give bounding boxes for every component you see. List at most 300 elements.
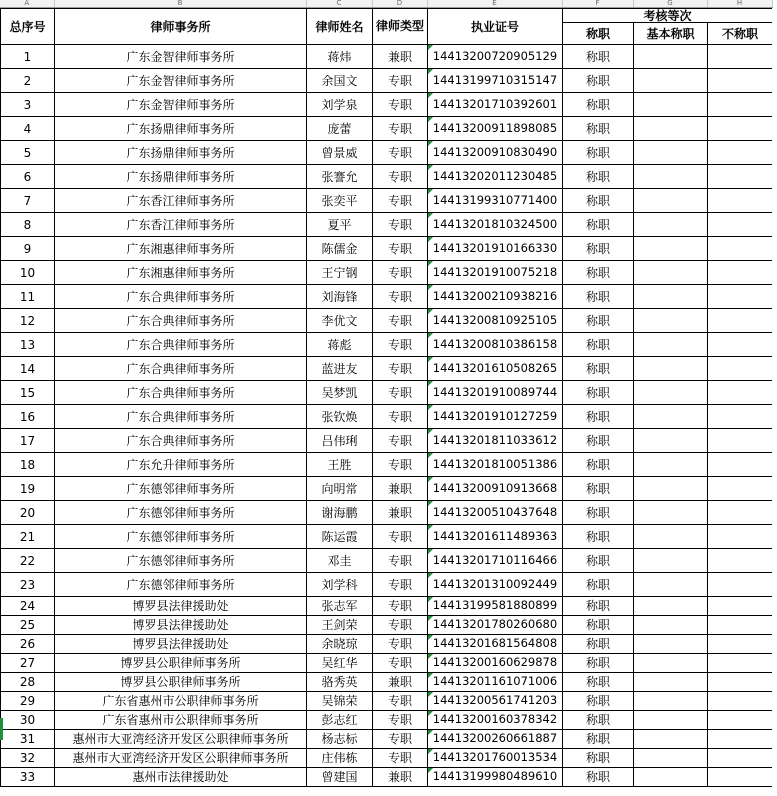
cell-grade-pass[interactable]: 称职 bbox=[563, 749, 634, 768]
column-letter-g[interactable]: G bbox=[633, 0, 707, 8]
cell-firm[interactable]: 广东香江律师事务所 bbox=[55, 189, 307, 213]
cell-firm[interactable]: 博罗县法律援助处 bbox=[55, 597, 307, 616]
cell-grade-fail[interactable] bbox=[708, 261, 773, 285]
cell-total-no[interactable]: 29 bbox=[1, 692, 55, 711]
cell-total-no[interactable]: 16 bbox=[1, 405, 55, 429]
table-row bbox=[1, 549, 773, 573]
header-grade-basic[interactable]: 基本称职 bbox=[634, 23, 708, 45]
cell-grade-fail[interactable] bbox=[708, 501, 773, 525]
cell-total-no[interactable]: 31 bbox=[1, 730, 55, 749]
cell-lawyer-type[interactable]: 兼职 bbox=[373, 477, 428, 501]
column-letter-c[interactable]: C bbox=[306, 0, 372, 8]
header-lawyer-name[interactable]: 律师姓名 bbox=[307, 9, 373, 45]
cell-lawyer-name[interactable]: 吕伟琍 bbox=[307, 429, 373, 453]
header-lawyer-type[interactable]: 律师类型 bbox=[373, 9, 428, 45]
cell-total-no[interactable]: 2 bbox=[1, 69, 55, 93]
cell-lawyer-type[interactable]: 专职 bbox=[373, 285, 428, 309]
cell-lawyer-name[interactable]: 张志军 bbox=[307, 597, 373, 616]
cell-license-no[interactable]: 14413201610508265 bbox=[428, 357, 563, 381]
cell-grade-basic[interactable] bbox=[634, 573, 708, 597]
cell-grade-fail[interactable] bbox=[708, 573, 773, 597]
cell-grade-fail[interactable] bbox=[708, 357, 773, 381]
cell-lawyer-name[interactable]: 彭志红 bbox=[307, 711, 373, 730]
cell-total-no[interactable]: 19 bbox=[1, 477, 55, 501]
column-letter-h[interactable]: H bbox=[707, 0, 772, 8]
cell-grade-fail[interactable] bbox=[708, 692, 773, 711]
cell-lawyer-name[interactable]: 向明常 bbox=[307, 477, 373, 501]
header-firm[interactable]: 律师事务所 bbox=[55, 9, 307, 45]
cell-license-no[interactable]: 14413200910830490 bbox=[428, 141, 563, 165]
cell-grade-basic[interactable] bbox=[634, 692, 708, 711]
cell-license-no[interactable]: 14413199581880899 bbox=[428, 597, 563, 616]
cell-grade-basic[interactable] bbox=[634, 309, 708, 333]
cell-license-no[interactable]: 14413200160629878 bbox=[428, 654, 563, 673]
cell-firm[interactable]: 广东香江律师事务所 bbox=[55, 213, 307, 237]
cell-grade-basic[interactable] bbox=[634, 501, 708, 525]
cell-license-no[interactable]: 14413201810051386 bbox=[428, 453, 563, 477]
cell-grade-fail[interactable] bbox=[708, 525, 773, 549]
cell-lawyer-name[interactable]: 谢海鹏 bbox=[307, 501, 373, 525]
cell-lawyer-type[interactable]: 专职 bbox=[373, 213, 428, 237]
cell-lawyer-name[interactable]: 曾景威 bbox=[307, 141, 373, 165]
cell-grade-basic[interactable] bbox=[634, 117, 708, 141]
cell-lawyer-type[interactable]: 专职 bbox=[373, 93, 428, 117]
cell-firm[interactable]: 广东德邻律师事务所 bbox=[55, 477, 307, 501]
cell-lawyer-type[interactable]: 专职 bbox=[373, 597, 428, 616]
cell-grade-pass[interactable]: 称职 bbox=[563, 357, 634, 381]
cell-grade-pass[interactable]: 称职 bbox=[563, 692, 634, 711]
cell-grade-pass[interactable]: 称职 bbox=[563, 309, 634, 333]
cell-total-no[interactable]: 20 bbox=[1, 501, 55, 525]
cell-license-no[interactable]: 14413199710315147 bbox=[428, 69, 563, 93]
cell-lawyer-type[interactable]: 专职 bbox=[373, 453, 428, 477]
cell-grade-pass[interactable]: 称职 bbox=[563, 711, 634, 730]
cell-total-no[interactable]: 24 bbox=[1, 597, 55, 616]
cell-total-no[interactable]: 25 bbox=[1, 616, 55, 635]
cell-lawyer-type[interactable]: 专职 bbox=[373, 333, 428, 357]
cell-grade-fail[interactable] bbox=[708, 749, 773, 768]
cell-lawyer-name[interactable]: 蓝进友 bbox=[307, 357, 373, 381]
cell-grade-basic[interactable] bbox=[634, 213, 708, 237]
cell-lawyer-name[interactable]: 张奕平 bbox=[307, 189, 373, 213]
cell-license-no[interactable]: 14413201611489363 bbox=[428, 525, 563, 549]
cell-license-no[interactable]: 14413201910089744 bbox=[428, 381, 563, 405]
cell-license-no[interactable]: 14413199980489610 bbox=[428, 768, 563, 787]
cell-lawyer-type[interactable]: 专职 bbox=[373, 730, 428, 749]
cell-grade-basic[interactable] bbox=[634, 635, 708, 654]
cell-lawyer-name[interactable]: 张謇允 bbox=[307, 165, 373, 189]
cell-firm[interactable]: 广东合典律师事务所 bbox=[55, 381, 307, 405]
cell-lawyer-name[interactable]: 杨志标 bbox=[307, 730, 373, 749]
cell-grade-basic[interactable] bbox=[634, 165, 708, 189]
cell-lawyer-type[interactable]: 专职 bbox=[373, 69, 428, 93]
cell-license-no[interactable]: 14413200910913668 bbox=[428, 477, 563, 501]
cell-grade-fail[interactable] bbox=[708, 69, 773, 93]
cell-firm[interactable]: 博罗县法律援助处 bbox=[55, 616, 307, 635]
cell-lawyer-type[interactable]: 专职 bbox=[373, 654, 428, 673]
cell-firm[interactable]: 广东允升律师事务所 bbox=[55, 453, 307, 477]
cell-grade-fail[interactable] bbox=[708, 189, 773, 213]
table-row bbox=[1, 381, 773, 405]
cell-firm[interactable]: 惠州市大亚湾经济开发区公职律师事务所 bbox=[55, 730, 307, 749]
cell-grade-basic[interactable] bbox=[634, 357, 708, 381]
cell-firm[interactable]: 广东合典律师事务所 bbox=[55, 285, 307, 309]
cell-firm[interactable]: 广东湘惠律师事务所 bbox=[55, 237, 307, 261]
cell-grade-basic[interactable] bbox=[634, 654, 708, 673]
cell-grade-fail[interactable] bbox=[708, 45, 773, 69]
cell-grade-fail[interactable] bbox=[708, 597, 773, 616]
cell-grade-pass[interactable]: 称职 bbox=[563, 477, 634, 501]
cell-grade-pass[interactable]: 称职 bbox=[563, 549, 634, 573]
cell-firm[interactable]: 广东德邻律师事务所 bbox=[55, 573, 307, 597]
cell-grade-basic[interactable] bbox=[634, 711, 708, 730]
cell-firm[interactable]: 广东合典律师事务所 bbox=[55, 333, 307, 357]
cell-total-no[interactable]: 27 bbox=[1, 654, 55, 673]
cell-grade-fail[interactable] bbox=[708, 309, 773, 333]
cell-lawyer-type[interactable]: 兼职 bbox=[373, 673, 428, 692]
cell-lawyer-type[interactable]: 专职 bbox=[373, 405, 428, 429]
cell-lawyer-type[interactable]: 专职 bbox=[373, 261, 428, 285]
cell-grade-basic[interactable] bbox=[634, 405, 708, 429]
cell-firm[interactable]: 博罗县公职律师事务所 bbox=[55, 654, 307, 673]
cell-grade-pass[interactable]: 称职 bbox=[563, 189, 634, 213]
cell-grade-fail[interactable] bbox=[708, 768, 773, 787]
cell-license-no[interactable]: 14413201760013534 bbox=[428, 749, 563, 768]
cell-lawyer-type[interactable]: 兼职 bbox=[373, 768, 428, 787]
cell-grade-pass[interactable]: 称职 bbox=[563, 768, 634, 787]
column-letter-a[interactable]: A bbox=[0, 0, 54, 8]
cell-lawyer-type[interactable]: 兼职 bbox=[373, 45, 428, 69]
cell-firm[interactable]: 广东金智律师事务所 bbox=[55, 69, 307, 93]
column-letter-f[interactable]: F bbox=[562, 0, 633, 8]
cell-grade-basic[interactable] bbox=[634, 749, 708, 768]
cell-grade-fail[interactable] bbox=[708, 616, 773, 635]
cell-total-no[interactable]: 26 bbox=[1, 635, 55, 654]
cell-grade-basic[interactable] bbox=[634, 237, 708, 261]
cell-license-no[interactable]: 14413201710116466 bbox=[428, 549, 563, 573]
cell-total-no[interactable]: 4 bbox=[1, 117, 55, 141]
cell-lawyer-type[interactable]: 专职 bbox=[373, 165, 428, 189]
table-row bbox=[1, 525, 773, 549]
cell-firm[interactable]: 广东德邻律师事务所 bbox=[55, 525, 307, 549]
cell-lawyer-type[interactable]: 专职 bbox=[373, 749, 428, 768]
cell-lawyer-type[interactable]: 专职 bbox=[373, 711, 428, 730]
cell-grade-fail[interactable] bbox=[708, 654, 773, 673]
cell-grade-fail[interactable] bbox=[708, 429, 773, 453]
cell-lawyer-type[interactable]: 专职 bbox=[373, 429, 428, 453]
cell-lawyer-name[interactable]: 骆秀英 bbox=[307, 673, 373, 692]
cell-grade-fail[interactable] bbox=[708, 237, 773, 261]
header-grade-fail[interactable]: 不称职 bbox=[708, 23, 773, 45]
cell-lawyer-type[interactable]: 专职 bbox=[373, 692, 428, 711]
cell-total-no[interactable]: 1 bbox=[1, 45, 55, 69]
cell-grade-basic[interactable] bbox=[634, 597, 708, 616]
table-row bbox=[1, 333, 773, 357]
cell-firm[interactable]: 博罗县公职律师事务所 bbox=[55, 673, 307, 692]
cell-grade-pass[interactable]: 称职 bbox=[563, 213, 634, 237]
cell-total-no[interactable]: 28 bbox=[1, 673, 55, 692]
cell-license-no[interactable]: 14413200810386158 bbox=[428, 333, 563, 357]
cell-lawyer-type[interactable]: 专职 bbox=[373, 635, 428, 654]
cell-grade-basic[interactable] bbox=[634, 730, 708, 749]
cell-lawyer-type[interactable]: 专职 bbox=[373, 237, 428, 261]
cell-grade-fail[interactable] bbox=[708, 673, 773, 692]
cell-license-no[interactable]: 14413200260661887 bbox=[428, 730, 563, 749]
cell-license-no[interactable]: 14413201161071006 bbox=[428, 673, 563, 692]
cell-total-no[interactable]: 5 bbox=[1, 141, 55, 165]
cell-firm[interactable]: 广东合典律师事务所 bbox=[55, 429, 307, 453]
cell-grade-basic[interactable] bbox=[634, 477, 708, 501]
cell-grade-pass[interactable]: 称职 bbox=[563, 69, 634, 93]
table-row bbox=[1, 501, 773, 525]
cell-firm[interactable]: 广东湘惠律师事务所 bbox=[55, 261, 307, 285]
cell-grade-basic[interactable] bbox=[634, 69, 708, 93]
cell-lawyer-type[interactable]: 专职 bbox=[373, 616, 428, 635]
cell-license-no[interactable]: 14413200911898085 bbox=[428, 117, 563, 141]
cell-grade-basic[interactable] bbox=[634, 333, 708, 357]
cell-lawyer-name[interactable]: 余国文 bbox=[307, 69, 373, 93]
cell-total-no[interactable]: 15 bbox=[1, 381, 55, 405]
cell-grade-pass[interactable]: 称职 bbox=[563, 117, 634, 141]
cell-grade-fail[interactable] bbox=[708, 730, 773, 749]
cell-firm[interactable]: 广东合典律师事务所 bbox=[55, 309, 307, 333]
cell-grade-basic[interactable] bbox=[634, 141, 708, 165]
cell-firm[interactable]: 广东省惠州市公职律师事务所 bbox=[55, 711, 307, 730]
cell-total-no[interactable]: 21 bbox=[1, 525, 55, 549]
cell-total-no[interactable]: 32 bbox=[1, 749, 55, 768]
cell-grade-basic[interactable] bbox=[634, 525, 708, 549]
cell-lawyer-name[interactable]: 吴红华 bbox=[307, 654, 373, 673]
cell-license-no[interactable]: 14413199310771400 bbox=[428, 189, 563, 213]
cell-lawyer-name[interactable]: 张钦焕 bbox=[307, 405, 373, 429]
cell-lawyer-name[interactable]: 余晓琼 bbox=[307, 635, 373, 654]
cell-total-no[interactable]: 14 bbox=[1, 357, 55, 381]
cell-grade-pass[interactable]: 称职 bbox=[563, 730, 634, 749]
cell-total-no[interactable]: 18 bbox=[1, 453, 55, 477]
cell-lawyer-name[interactable]: 王剑荣 bbox=[307, 616, 373, 635]
cell-grade-fail[interactable] bbox=[708, 93, 773, 117]
cell-grade-fail[interactable] bbox=[708, 141, 773, 165]
table-row bbox=[1, 309, 773, 333]
cell-license-no[interactable]: 14413201710392601 bbox=[428, 93, 563, 117]
cell-lawyer-name[interactable]: 王胜 bbox=[307, 453, 373, 477]
cell-grade-fail[interactable] bbox=[708, 165, 773, 189]
cell-lawyer-name[interactable]: 刘学科 bbox=[307, 573, 373, 597]
cell-lawyer-type[interactable]: 专职 bbox=[373, 141, 428, 165]
cell-grade-basic[interactable] bbox=[634, 768, 708, 787]
cell-grade-fail[interactable] bbox=[708, 381, 773, 405]
cell-lawyer-type[interactable]: 专职 bbox=[373, 525, 428, 549]
cell-firm[interactable]: 惠州市法律援助处 bbox=[55, 768, 307, 787]
cell-grade-basic[interactable] bbox=[634, 261, 708, 285]
cell-grade-basic[interactable] bbox=[634, 453, 708, 477]
cell-lawyer-type[interactable]: 专职 bbox=[373, 189, 428, 213]
table-row bbox=[1, 429, 773, 453]
cell-grade-basic[interactable] bbox=[634, 381, 708, 405]
cell-firm[interactable]: 惠州市大亚湾经济开发区公职律师事务所 bbox=[55, 749, 307, 768]
column-letter-d[interactable]: D bbox=[372, 0, 427, 8]
cell-grade-basic[interactable] bbox=[634, 616, 708, 635]
cell-firm[interactable]: 广东德邻律师事务所 bbox=[55, 549, 307, 573]
cell-firm[interactable]: 广东扬鼎律师事务所 bbox=[55, 141, 307, 165]
cell-total-no[interactable]: 6 bbox=[1, 165, 55, 189]
table-row bbox=[1, 673, 773, 692]
cell-grade-basic[interactable] bbox=[634, 93, 708, 117]
cell-grade-pass[interactable]: 称职 bbox=[563, 381, 634, 405]
cell-lawyer-name[interactable]: 庄伟栋 bbox=[307, 749, 373, 768]
cell-license-no[interactable]: 14413201910075218 bbox=[428, 261, 563, 285]
cell-lawyer-name[interactable]: 吴锦荣 bbox=[307, 692, 373, 711]
cell-license-no[interactable]: 14413201910127259 bbox=[428, 405, 563, 429]
cell-grade-fail[interactable] bbox=[708, 635, 773, 654]
header-license-no[interactable]: 执业证号 bbox=[428, 9, 563, 45]
cell-firm[interactable]: 博罗县法律援助处 bbox=[55, 635, 307, 654]
cell-grade-pass[interactable]: 称职 bbox=[563, 45, 634, 69]
cell-firm[interactable]: 广东扬鼎律师事务所 bbox=[55, 165, 307, 189]
header-grade-group[interactable]: 考核等次 bbox=[563, 9, 773, 23]
cell-license-no[interactable]: 14413202011230485 bbox=[428, 165, 563, 189]
cell-grade-pass[interactable]: 称职 bbox=[563, 616, 634, 635]
cell-license-no[interactable]: 14413201681564808 bbox=[428, 635, 563, 654]
table-row bbox=[1, 405, 773, 429]
cell-grade-fail[interactable] bbox=[708, 405, 773, 429]
cell-lawyer-type[interactable]: 专职 bbox=[373, 381, 428, 405]
cell-lawyer-name[interactable]: 吴梦凯 bbox=[307, 381, 373, 405]
cell-grade-fail[interactable] bbox=[708, 549, 773, 573]
table-row bbox=[1, 117, 773, 141]
cell-lawyer-name[interactable]: 庞蕾 bbox=[307, 117, 373, 141]
cell-grade-pass[interactable]: 称职 bbox=[563, 573, 634, 597]
cell-lawyer-type[interactable]: 兼职 bbox=[373, 501, 428, 525]
cell-lawyer-name[interactable]: 刘学泉 bbox=[307, 93, 373, 117]
cell-total-no[interactable]: 11 bbox=[1, 285, 55, 309]
table-row bbox=[1, 141, 773, 165]
cell-lawyer-type[interactable]: 专职 bbox=[373, 549, 428, 573]
table-row bbox=[1, 477, 773, 501]
cell-grade-basic[interactable] bbox=[634, 45, 708, 69]
cell-lawyer-name[interactable]: 夏平 bbox=[307, 213, 373, 237]
cell-total-no[interactable]: 13 bbox=[1, 333, 55, 357]
cell-grade-basic[interactable] bbox=[634, 429, 708, 453]
cell-total-no[interactable]: 9 bbox=[1, 237, 55, 261]
cell-license-no[interactable]: 14413200720905129 bbox=[428, 45, 563, 69]
cell-total-no[interactable]: 10 bbox=[1, 261, 55, 285]
cell-grade-pass[interactable]: 称职 bbox=[563, 429, 634, 453]
cell-grade-pass[interactable]: 称职 bbox=[563, 165, 634, 189]
cell-grade-pass[interactable]: 称职 bbox=[563, 673, 634, 692]
cell-grade-pass[interactable]: 称职 bbox=[563, 453, 634, 477]
cell-license-no[interactable]: 14413200510437648 bbox=[428, 501, 563, 525]
cell-grade-pass[interactable]: 称职 bbox=[563, 635, 634, 654]
header-grade-pass[interactable]: 称职 bbox=[563, 23, 634, 45]
cell-lawyer-type[interactable]: 专职 bbox=[373, 117, 428, 141]
table-row bbox=[1, 285, 773, 309]
cell-total-no[interactable]: 33 bbox=[1, 768, 55, 787]
cell-grade-pass[interactable]: 称职 bbox=[563, 333, 634, 357]
cell-lawyer-name[interactable]: 刘海锋 bbox=[307, 285, 373, 309]
cell-lawyer-type[interactable]: 专职 bbox=[373, 573, 428, 597]
cell-grade-pass[interactable]: 称职 bbox=[563, 141, 634, 165]
cell-lawyer-name[interactable]: 邓圭 bbox=[307, 549, 373, 573]
cell-license-no[interactable]: 14413200810925105 bbox=[428, 309, 563, 333]
cell-firm[interactable]: 广东扬鼎律师事务所 bbox=[55, 117, 307, 141]
cell-selection-marker bbox=[0, 718, 3, 740]
cell-license-no[interactable]: 14413201910166330 bbox=[428, 237, 563, 261]
cell-grade-pass[interactable]: 称职 bbox=[563, 501, 634, 525]
cell-license-no[interactable]: 14413201310092449 bbox=[428, 573, 563, 597]
column-letter-e[interactable]: E bbox=[427, 0, 562, 8]
cell-total-no[interactable]: 3 bbox=[1, 93, 55, 117]
cell-grade-basic[interactable] bbox=[634, 549, 708, 573]
cell-grade-basic[interactable] bbox=[634, 673, 708, 692]
column-letter-b[interactable]: B bbox=[54, 0, 306, 8]
cell-lawyer-type[interactable]: 专职 bbox=[373, 309, 428, 333]
cell-grade-fail[interactable] bbox=[708, 711, 773, 730]
cell-firm[interactable]: 广东省惠州市公职律师事务所 bbox=[55, 692, 307, 711]
table-row bbox=[1, 69, 773, 93]
cell-lawyer-name[interactable]: 陈儒金 bbox=[307, 237, 373, 261]
cell-lawyer-name[interactable]: 蒋炜 bbox=[307, 45, 373, 69]
cell-grade-basic[interactable] bbox=[634, 285, 708, 309]
cell-firm[interactable]: 广东合典律师事务所 bbox=[55, 405, 307, 429]
cell-grade-pass[interactable]: 称职 bbox=[563, 597, 634, 616]
cell-license-no[interactable]: 14413201810324500 bbox=[428, 213, 563, 237]
cell-grade-fail[interactable] bbox=[708, 333, 773, 357]
cell-total-no[interactable]: 12 bbox=[1, 309, 55, 333]
cell-grade-pass[interactable]: 称职 bbox=[563, 285, 634, 309]
cell-license-no[interactable]: 14413200160378342 bbox=[428, 711, 563, 730]
cell-grade-fail[interactable] bbox=[708, 117, 773, 141]
cell-lawyer-name[interactable]: 曾建国 bbox=[307, 768, 373, 787]
cell-total-no[interactable]: 30 bbox=[1, 711, 55, 730]
cell-lawyer-name[interactable]: 蒋彪 bbox=[307, 333, 373, 357]
cell-lawyer-name[interactable]: 陈运霞 bbox=[307, 525, 373, 549]
cell-total-no[interactable]: 7 bbox=[1, 189, 55, 213]
cell-license-no[interactable]: 14413201780260680 bbox=[428, 616, 563, 635]
cell-total-no[interactable]: 22 bbox=[1, 549, 55, 573]
lawyer-assessment-table bbox=[0, 8, 773, 787]
cell-grade-pass[interactable]: 称职 bbox=[563, 261, 634, 285]
cell-grade-fail[interactable] bbox=[708, 477, 773, 501]
cell-grade-fail[interactable] bbox=[708, 453, 773, 477]
table-row bbox=[1, 654, 773, 673]
cell-license-no[interactable]: 14413200561741203 bbox=[428, 692, 563, 711]
table-row bbox=[1, 357, 773, 381]
cell-firm[interactable]: 广东金智律师事务所 bbox=[55, 45, 307, 69]
cell-firm[interactable]: 广东合典律师事务所 bbox=[55, 357, 307, 381]
cell-firm[interactable]: 广东德邻律师事务所 bbox=[55, 501, 307, 525]
cell-grade-pass[interactable]: 称职 bbox=[563, 405, 634, 429]
cell-grade-fail[interactable] bbox=[708, 213, 773, 237]
cell-total-no[interactable]: 23 bbox=[1, 573, 55, 597]
header-total-no[interactable]: 总序号 bbox=[1, 9, 55, 45]
cell-firm[interactable]: 广东金智律师事务所 bbox=[55, 93, 307, 117]
cell-license-no[interactable]: 14413200210938216 bbox=[428, 285, 563, 309]
cell-grade-pass[interactable]: 称职 bbox=[563, 93, 634, 117]
cell-grade-pass[interactable]: 称职 bbox=[563, 525, 634, 549]
table-row bbox=[1, 453, 773, 477]
cell-grade-basic[interactable] bbox=[634, 189, 708, 213]
cell-lawyer-name[interactable]: 王宁钢 bbox=[307, 261, 373, 285]
cell-total-no[interactable]: 17 bbox=[1, 429, 55, 453]
cell-grade-pass[interactable]: 称职 bbox=[563, 654, 634, 673]
cell-lawyer-name[interactable]: 李优文 bbox=[307, 309, 373, 333]
cell-total-no[interactable]: 8 bbox=[1, 213, 55, 237]
cell-grade-fail[interactable] bbox=[708, 285, 773, 309]
cell-grade-pass[interactable]: 称职 bbox=[563, 237, 634, 261]
cell-lawyer-type[interactable]: 专职 bbox=[373, 357, 428, 381]
cell-license-no[interactable]: 14413201811033612 bbox=[428, 429, 563, 453]
